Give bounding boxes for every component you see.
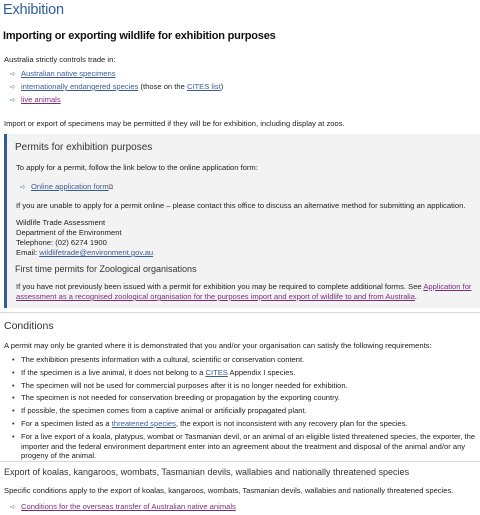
phone-label: Telephone: [16,238,56,247]
list-item [12,406,478,416]
inline-link[interactable]: Australian native specimens [21,69,116,78]
section-heading: Importing or exporting wildlife for exhibition purposes [3,30,276,42]
contact-org: Wildlife Trade Assessment [16,218,106,227]
list-item [10,95,223,108]
export-link-row [10,502,236,513]
inline-text: For a live export of a koala, platypus, wombat or Tasmanian devil, or an animal of an eligible listed threatened species, the exporter, the importer and the federal environment department enter into an agreement about the treatment and disposal of the animal and/or any progeny of the animal. [21,431,476,461]
inline-text: If possible, the specimen comes from a captive animal or artificially propagated plant. [21,406,307,416]
contact-dept: Department of the Environment [16,228,122,237]
contact-phone [16,238,107,248]
inline-text: For a specimen listed as a [21,419,112,429]
inline-link[interactable]: threatened species [111,419,176,429]
conditions-intro: A permit may only be granted where it is demonstrated that you and/or your organisation can satisfy the following requirements: [4,341,432,350]
apply-text: To apply for a permit, follow the link below to the online application form: [16,163,258,172]
inline-link[interactable]: CITES list [186,82,221,91]
list-item [12,393,478,403]
list-item [12,419,478,429]
inline-link[interactable]: live animals [21,95,61,104]
page-title: Exhibition [3,2,64,18]
inline-text: If the specimen is a live animal, it does not belong to a [21,367,206,377]
email-label: Email: [16,248,40,257]
conditions-list [12,355,478,464]
zoo-assessment-link[interactable]: Application for [423,282,472,291]
period: . [414,292,418,301]
arrow-right-icon: ➪ [10,84,16,91]
inline-text: The specimen is not needed for conservation breeding or propagation by the exporting country. [21,393,340,403]
first-time-text [16,282,471,292]
intro-note: Import or export of specimens may be permitted if they will be for exhibition, including display at zoos. [4,119,345,128]
online-application-link[interactable]: Online application form [31,182,109,191]
export-text: Specific conditions apply to the export of koalas, kangaroos, wombats, Tasmanian devils, wallabies and nationally threatened species. [4,486,454,495]
list-item [12,355,478,365]
arrow-right-icon: ➪ [10,97,16,104]
inline-link[interactable]: internationally endangered species [21,82,139,91]
inline-text: Appendix I species. [227,367,296,377]
external-link-icon: ⧉ [108,184,114,191]
inline-text: ) [220,82,224,91]
first-time-text-2 [16,292,417,302]
list-item [12,432,478,461]
inline-text: , the export is not inconsistent with any recovery plan for the species. [175,419,408,429]
inline-text: The exhibition presents information with a cultural, scientific or conservation content. [21,355,305,364]
overseas-transfer-link[interactable]: Conditions for the overseas transfer of Australian native animals [21,502,236,511]
divider [0,312,480,313]
email-link[interactable]: wildlifetrade@environment.gov.au [39,248,154,257]
zoo-assessment-link-cont[interactable]: assessment as a recognised zoological organisation for the purposes import and export of wildlife to and from Australia [16,292,415,301]
conditions-heading: Conditions [4,320,54,332]
divider [0,461,480,462]
arrow-right-icon: ➪ [10,71,16,78]
permits-heading: Permits for exhibition purposes [15,142,153,153]
permits-box [4,134,480,308]
arrow-right-icon: ➪ [10,504,16,511]
first-time-body: If you have not previously been issued with a permit for exhibition you may be required to complete additional forms. See [16,282,424,291]
arrow-right-icon: ➪ [20,184,26,191]
list-item [10,69,223,82]
intro-text: Australia strictly controls trade in: [4,55,116,64]
export-heading: Export of koalas, kangaroos, wombats, Tasmanian devils, wallabies and nationally threatened species [4,467,410,477]
inline-text: (those on the [138,82,187,91]
inline-text: The specimen will not be used for commercial purposes after it is no longer needed for exhibition. [21,380,348,390]
list-item [10,82,223,95]
phone-value: (02) 6274 1900 [55,238,107,247]
trade-list [10,69,223,108]
list-item [12,381,478,391]
contact-email [16,248,153,258]
first-time-heading: First time permits for Zoological organisations [15,264,197,274]
form-link-row [20,182,113,193]
unable-text: If you are unable to apply for a permit online – please contact this office to discuss an alternative method for submitting an application. [16,201,466,210]
inline-link[interactable]: CITES [205,367,228,377]
list-item [12,368,478,378]
